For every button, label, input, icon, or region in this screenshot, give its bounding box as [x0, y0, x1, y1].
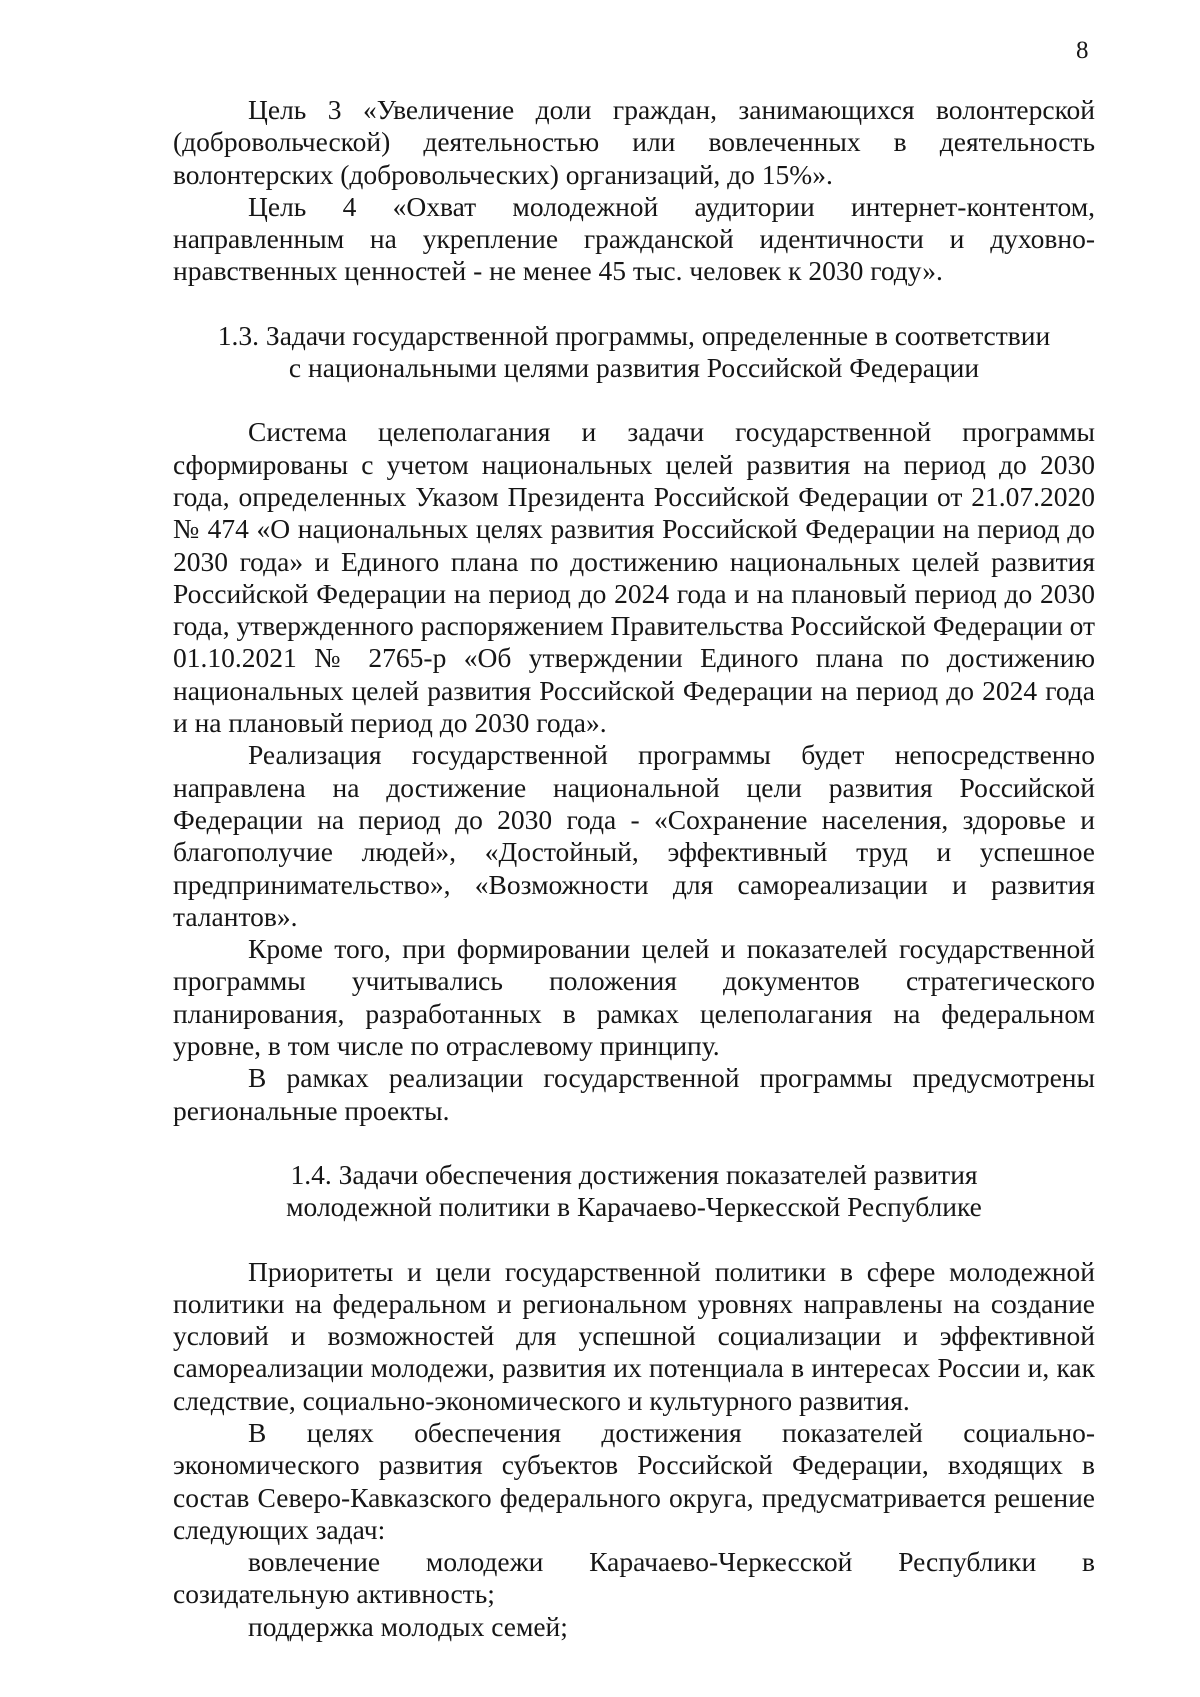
task-list-item: поддержка молодых семей;	[248, 1610, 568, 1642]
section-1-4-paragraph: Приоритеты и цели государственной политики в сфере молодежной политики на федеральном и региональном уровнях направлены на создание условий и возможностей для успешной социализации и эффективной самореализации молодежи, развития их потенциала в интересах России и, как следствие, социально-экономического и культурного развития.	[173, 1255, 1095, 1416]
section-1-3-paragraph: Система целеполагания и задачи государственной программы сформированы с учетом национальных целей развития на период до 2030 года, определенных Указом Президента Российской Федерации от 21.07.2020 № 474 «О национальных целях развития Российской Федерации на период до 2030 года» и Единого плана по достижению национальных целей развития Российской Федерации на период до 2024 года и на плановый период до 2030 года, утвержденного распоряжением Правительства Российской Федерации от 01.10.2021 № 2765-р «Об утверждении Единого плана по достижению национальных целей развития Российской Федерации на период до 2024 года и на плановый период до 2030 года».	[173, 416, 1095, 739]
document-body	[173, 94, 1095, 1643]
section-1-3-heading-line2: с национальными целями развития Российской Федерации	[288, 352, 980, 384]
page-number: 8	[1076, 37, 1089, 64]
section-1-4-paragraph: В целях обеспечения достижения показателей социально-экономического развития субъектов Российской Федерации, входящих в состав Северо-Кавказского федерального округа, предусматривается решение следующих задач:	[173, 1416, 1095, 1545]
section-1-3-heading-line1: 1.3. Задачи государственной программы, определенные в соответствии	[217, 319, 1051, 351]
section-1-3-paragraph: В рамках реализации государственной программы предусмотрены региональные проекты.	[173, 1062, 1095, 1126]
section-1-3-heading	[173, 320, 1095, 385]
goal-4-paragraph: Цель 4 «Охват молодежной аудитории интернет-контентом, направленным на укрепление гражданской идентичности и духовно-нравственных ценностей - не менее 45 тыс. человек к 2030 году».	[173, 190, 1095, 287]
goal-3-paragraph: Цель 3 «Увеличение доли граждан, занимающихся волонтерской (добровольческой) деятельностью или вовлеченных в деятельность волонтерских (добровольческих) организаций, до 15%».	[173, 94, 1095, 190]
section-1-4-heading-line1: 1.4. Задачи обеспечения достижения показателей развития	[290, 1158, 978, 1190]
task-list-item: вовлечение молодежи Карачаево-Черкесской Республики в созидательную активность;	[173, 1546, 1095, 1610]
section-1-3-paragraph: Реализация государственной программы будет непосредственно направлена на достижение национальной цели развития Российской Федерации на период до 2030 года - «Сохранение населения, здоровье и благополучие людей», «Достойный, эффективный труд и успешное предпринимательство», «Возможности для самореализации и развития талантов».	[173, 739, 1095, 932]
section-1-3-paragraph: Кроме того, при формировании целей и показателей государственной программы учитывались положения документов стратегического планирования, разработанных в рамках целеполагания на федеральном уровне, в том числе по отраслевому принципу.	[173, 933, 1095, 1062]
section-1-4-heading-line2: молодежной политики в Карачаево-Черкесской Республике	[286, 1191, 982, 1223]
section-1-4-heading	[173, 1159, 1095, 1224]
